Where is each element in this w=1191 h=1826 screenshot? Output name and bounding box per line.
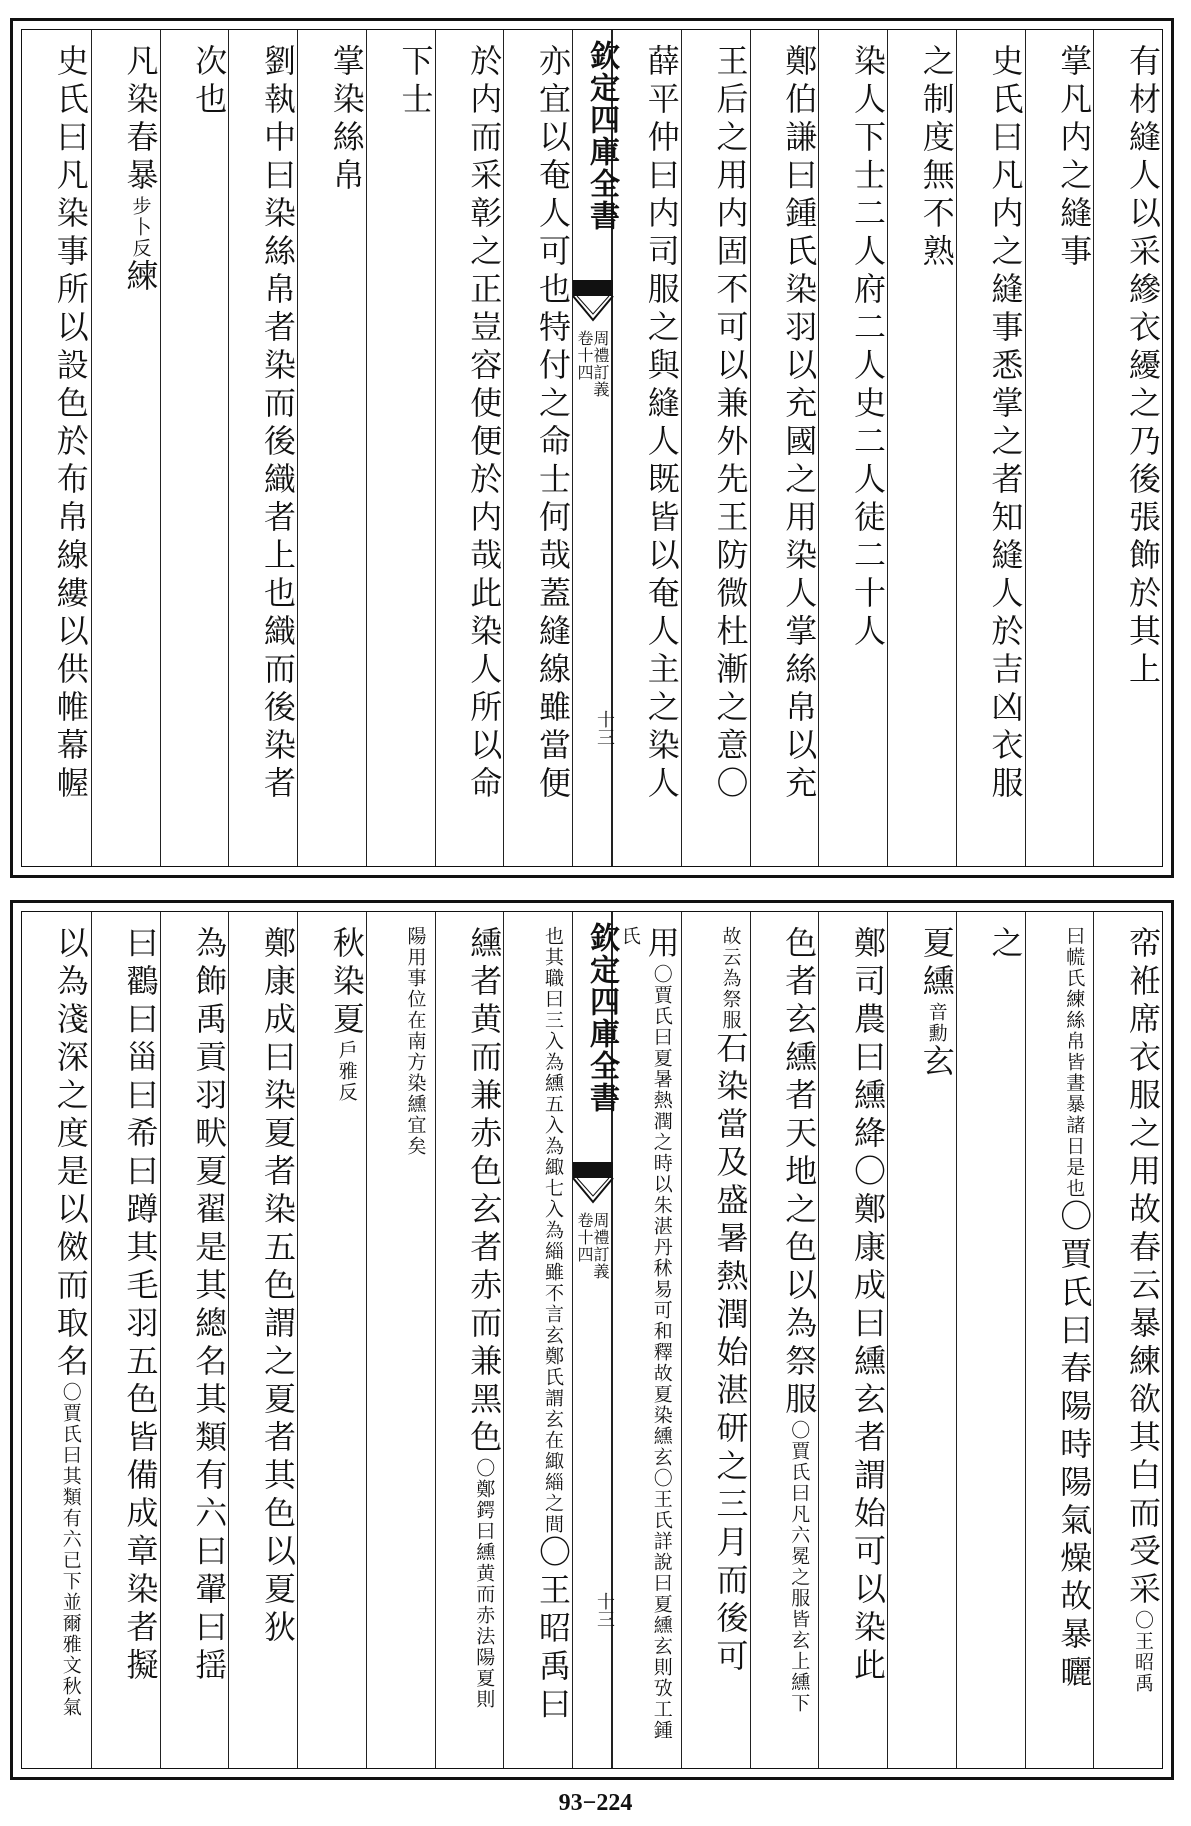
- annotation-text: 也其職曰三入為纁五入為緅七入為緇雖不言玄鄭氏謂玄在緅緇之間: [542, 926, 564, 1535]
- spine-column: [572, 30, 619, 866]
- main-text: 薛平仲曰内司服之與縫人既皆以奄人主之染人: [642, 44, 681, 804]
- annotation-text: 陽用事位在南方染纁宜矣: [404, 926, 427, 1157]
- column-text: [171, 44, 229, 856]
- main-text: 〇王昭禹曰: [534, 1535, 572, 1725]
- main-text: 史氏曰凡染事所以設色於布帛線縷以供帷幕幄: [51, 44, 90, 804]
- text-column: [228, 912, 297, 1768]
- annotation-text: 曰㡛氏練絲帛皆晝暴諸日是也: [1063, 926, 1086, 1199]
- spine-book-title: 周禮訂義: [591, 1212, 610, 1280]
- main-text: 史氏曰凡内之縫事悉掌之者知縫人於吉凶衣服: [986, 44, 1025, 804]
- page-footer: 93−224: [558, 1790, 633, 1816]
- main-text: 掌染絲帛: [327, 44, 366, 196]
- main-text: 〇賈氏曰春陽時陽氣燥故暴曬: [1055, 1199, 1094, 1693]
- text-column: [22, 912, 91, 1768]
- text-column: [956, 30, 1025, 866]
- main-text: 染人下士二人府二人史二人徒二十人: [849, 44, 887, 652]
- main-text: 玄: [917, 1044, 956, 1082]
- bottom-page: [10, 900, 1174, 1780]
- column-text: [514, 44, 572, 856]
- column-text: [623, 44, 681, 856]
- text-column: [297, 912, 366, 1768]
- text-column: [160, 912, 229, 1768]
- spine-volume: 卷十四: [575, 330, 594, 381]
- main-text: 掌凡内之縫事: [1055, 44, 1094, 272]
- column-text: [1104, 44, 1162, 856]
- text-column: [503, 30, 572, 866]
- annotation-text: 〇賈氏曰夏暑熱潤之時以朱湛丹秫易可和釋故夏染纁玄〇王氏詳說曰夏纁玄則攷工鍾氏: [618, 926, 673, 1741]
- text-column: [681, 912, 750, 1768]
- column-text: [239, 926, 297, 1758]
- column-text: [829, 926, 887, 1758]
- spine-page-number: 十三: [594, 710, 615, 746]
- main-text: 纁者黄而兼赤色玄者赤而兼黑色: [465, 926, 504, 1458]
- annotation-text: 〇賈氏曰其類有六已下並爾雅文秋氣: [59, 1382, 82, 1718]
- column-text: [377, 926, 432, 1758]
- main-text: 練: [121, 259, 160, 297]
- column-text: [102, 926, 160, 1758]
- text-column: [818, 912, 887, 1768]
- text-column: [366, 912, 435, 1768]
- main-text: 之: [986, 926, 1025, 964]
- spine-title: 欽定四庫全書: [584, 922, 619, 1114]
- column-text: [692, 44, 750, 856]
- spine-title: 欽定四庫全書: [584, 40, 619, 232]
- spine-book-title: 周禮訂義: [591, 330, 610, 398]
- column-text: [446, 44, 504, 856]
- text-column: [1025, 912, 1094, 1768]
- spine-page-number: 十三: [594, 1592, 615, 1628]
- column-text: [446, 926, 504, 1758]
- column-text: [308, 926, 366, 1758]
- text-column: [1093, 912, 1162, 1768]
- column-text: [898, 926, 956, 1758]
- spine-column: [572, 912, 619, 1768]
- main-text: 亦宜以奄人可也特付之命士何哉蓋縫線雖當便: [534, 44, 572, 804]
- text-column: [91, 30, 160, 866]
- column-text: [898, 44, 956, 856]
- top-page: [10, 18, 1174, 878]
- text-column: [503, 912, 572, 1768]
- column-text: [1104, 926, 1162, 1758]
- text-column: [887, 30, 956, 866]
- column-text: [308, 44, 366, 856]
- text-column: [818, 30, 887, 866]
- main-text: 色者玄纁者天地之色以為祭服: [780, 926, 819, 1420]
- annotation-text: 〇王昭禹: [1132, 1610, 1154, 1694]
- text-column: [91, 912, 160, 1768]
- text-column: [435, 30, 504, 866]
- text-column: [160, 30, 229, 866]
- text-column: [750, 912, 819, 1768]
- main-text: 王后之用内固不可以兼外先王防微杜漸之意〇: [711, 44, 750, 804]
- text-column: [297, 30, 366, 866]
- text-column: [887, 912, 956, 1768]
- annotation-text: 〇賈氏曰凡六冕之服皆玄上纁下: [788, 1420, 811, 1714]
- main-text: 以為淺深之度是以傚而取名: [51, 926, 90, 1382]
- column-text: [102, 44, 160, 856]
- main-text: 鄭康成曰染夏者染五色謂之夏者其色以夏狄: [259, 926, 297, 1648]
- column-text: [171, 926, 229, 1758]
- main-text: 為飾禹貢羽畎夏翟是其總名其類有六曰翬曰揺: [190, 926, 229, 1686]
- fish-tail-ornament-icon: [573, 1162, 613, 1206]
- annotation-text: 步卜反: [129, 196, 152, 259]
- column-text: [692, 926, 750, 1758]
- column-text: [32, 44, 90, 856]
- column-text: [618, 926, 681, 1758]
- main-text: 夏纁: [917, 926, 956, 1002]
- text-column: [366, 30, 435, 866]
- column-text: [1036, 926, 1094, 1758]
- main-text: 用: [642, 926, 681, 964]
- main-text: 石染當及盛暑熱潤始湛研之三月而後可: [711, 1031, 750, 1677]
- column-text: [239, 44, 297, 856]
- main-text: 下士: [396, 44, 435, 120]
- fish-tail-ornament-icon: [573, 280, 613, 324]
- text-column: [681, 30, 750, 866]
- column-text: [514, 926, 572, 1758]
- main-text: 秋染夏: [327, 926, 366, 1040]
- main-text: 於内而采彰之正豈容使便於内哉此染人所以命: [465, 44, 504, 804]
- column-text: [761, 44, 819, 856]
- column-text: [1036, 44, 1094, 856]
- column-text: [829, 44, 887, 856]
- main-text: 曰鸐曰甾曰希曰蹲其毛羽五色皆備成章染者擬: [121, 926, 160, 1686]
- column-text: [761, 926, 819, 1758]
- text-column: [750, 30, 819, 866]
- column-text: [377, 44, 435, 856]
- main-text: 有材縫人以采縿衣纋之乃後張飾於其上: [1124, 44, 1162, 690]
- text-column: [1093, 30, 1162, 866]
- main-text: 之制度無不熟: [917, 44, 956, 272]
- column-text: [967, 926, 1025, 1758]
- annotation-text: 音勳: [925, 1002, 948, 1044]
- spine-volume: 卷十四: [575, 1212, 594, 1263]
- main-text: 帟袵席衣服之用故春云暴練欲其白而受采: [1124, 926, 1162, 1610]
- text-column: [1025, 30, 1094, 866]
- main-text: 次也: [190, 44, 229, 120]
- main-text: 鄭伯謙曰鍾氏染羽以充國之用染人掌絲帛以充: [780, 44, 819, 804]
- column-text: [967, 44, 1025, 856]
- annotation-text: 故云為祭服: [719, 926, 742, 1031]
- main-text: 劉執中曰染絲帛者染而後織者上也織而後染者: [259, 44, 297, 804]
- text-column: [228, 30, 297, 866]
- annotation-text: 戶雅反: [335, 1040, 358, 1103]
- column-text: [32, 926, 90, 1758]
- main-text: 凡染春暴: [121, 44, 160, 196]
- text-column: [22, 30, 91, 866]
- main-text: 鄭司農曰纁絳〇鄭康成曰纁玄者謂始可以染此: [849, 926, 887, 1686]
- text-column: [956, 912, 1025, 1768]
- text-column: [435, 912, 504, 1768]
- annotation-text: 〇鄭鍔曰纁黄而赤法陽夏則: [473, 1458, 496, 1710]
